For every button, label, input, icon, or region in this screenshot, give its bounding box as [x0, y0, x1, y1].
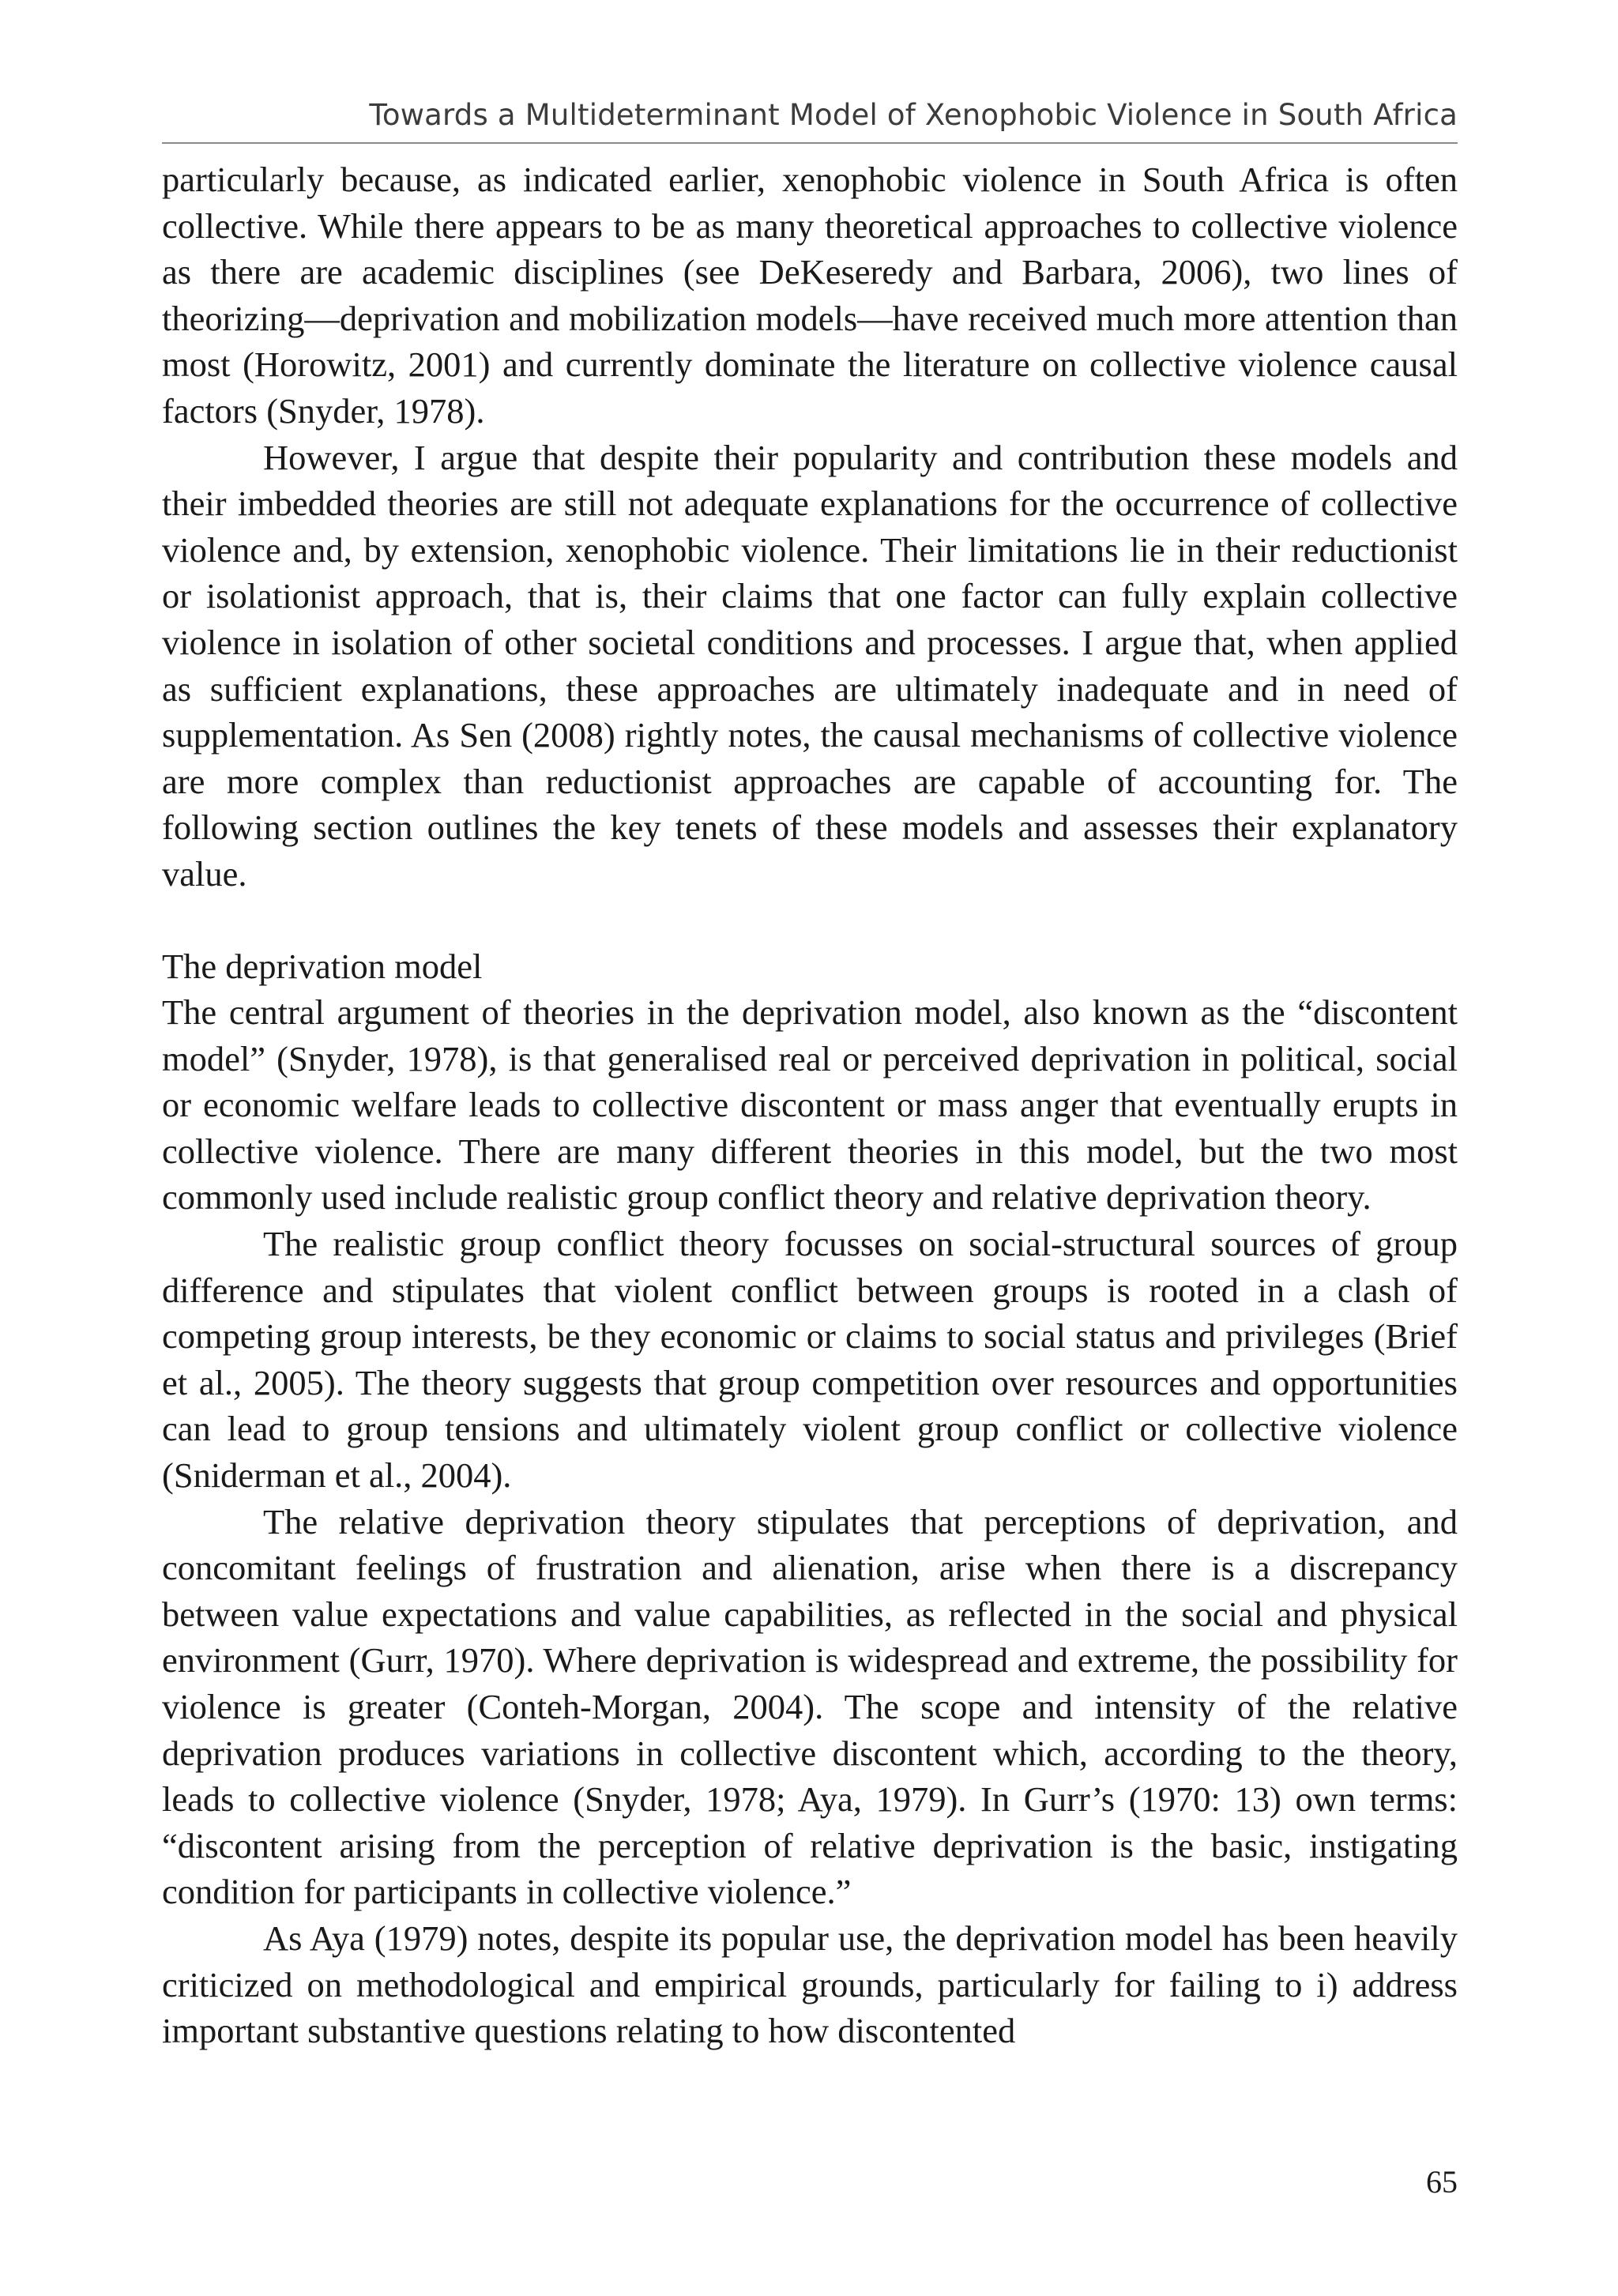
paragraph-1: particularly because, as indicated earlier, xenophobic violence in South Africa is often collective. While there appears to be as many theoretical approaches to collective violence as there are academic disciplines (see DeKeseredy and Barbara, 2006), two lines of theorizing—deprivation and mobilization models—have received much more attention than most (Horowitz, 2001) and currently dominate the literature on collective violence causal factors (Snyder, 1978). [162, 160, 1458, 431]
section-heading: The deprivation model [162, 946, 483, 986]
header-divider [162, 142, 1458, 144]
paragraph-2: However, I argue that despite their popularity and contribution these models and their imbedded theories are still not adequate explanations for the occurrence of collective violence and, by extension, xenophobic violence. Their limitations lie in their reductionist or isolationist approach, that is, their claims that one factor can fully explain collective violence in isolation of other societal conditions and processes. I argue that, when applied as sufficient explanations, these approaches are ultimately inadequate and in need of supplementation. As Sen (2008) rightly notes, the causal mechanisms of collective violence are more complex than reductionist approaches are capable of accounting for. The following section outlines the key tenets of these models and assesses their explanatory value. [162, 437, 1458, 894]
running-header: Towards a Multideterminant Model of Xenophobic Violence in South Africa [369, 98, 1458, 132]
paragraph-5: The relative deprivation theory stipulates that perceptions of deprivation, and concomitant feelings of frustration and alienation, arise when there is a discrepancy between value expectations and value capabilities, as reflected in the social and physical environment (Gurr, 1970). Where deprivation is widespread and extreme, the possibility for violence is greater (Conteh-Morgan, 2004). The scope and intensity of the relative deprivation produces variations in collective discontent which, according to the theory, leads to collective violence (Snyder, 1978; Aya, 1979). In Gurr’s (1970: 13) own terms: “discontent arising from the perception of relative deprivation is the basic, instigating condition for participants in collective violence.” [162, 1501, 1458, 1912]
paragraph-3: The central argument of theories in the deprivation model, also known as the “discontent model” (Snyder, 1978), is that generalised real or perceived deprivation in political, social or economic welfare leads to collective discontent or mass anger that eventually erupts in collective violence. There are many different theories in this model, but the two most commonly used include realistic group conflict theory and relative deprivation theory. [162, 992, 1458, 1218]
main-text [162, 156, 1458, 2054]
paragraph-6: As Aya (1979) notes, despite its popular use, the deprivation model has been heavily criticized on methodological and empirical grounds, particularly for failing to i) address important substantive questions relating to how discontented [162, 1918, 1458, 2051]
paragraph-4: The realistic group conflict theory focusses on social-structural sources of group difference and stipulates that violent conflict between groups is rooted in a clash of competing group interests, be they economic or claims to social status and privileges (Brief et al., 2005). The theory suggests that group competition over resources and opportunities can lead to group tensions and ultimately violent group conflict or collective violence (Sniderman et al., 2004). [162, 1224, 1458, 1496]
page-number: 65 [1426, 2164, 1458, 2200]
